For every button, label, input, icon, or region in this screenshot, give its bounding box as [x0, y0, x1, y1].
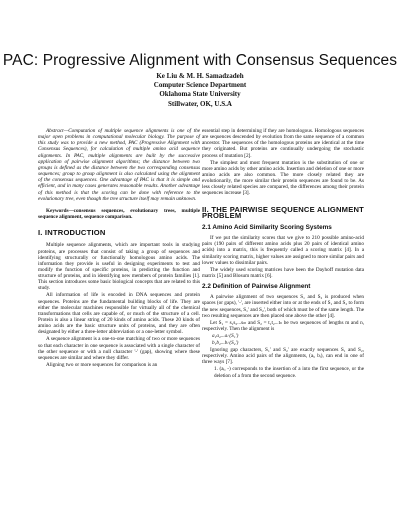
paragraph: All information of life is encoded in DNA sequences and protein sequences. Proteins are the fundamental building blocks of life. They are either the molecular machines responsible for virtually all of the chemical transformations that cells are capable of, or much of the structure of a cell. Protein is also a linear string of 20 kinds of amino acids. These 20 kinds of amino acids are the basic structure units of proteins, and they are often designated by either a three-letter abbreviation or a one-letter symbol.	[38, 292, 200, 336]
paragraph: Ignoring gap characters, S₁' and S₂' are exactly sequences S₁ and S₂, respectively. Amino acid pairs of the alignments, (aᵢ, bᵢ), can end in one of three ways [7].	[202, 347, 364, 366]
section-heading-pairwise: II. THE PAIRWISE SEQUENCE ALIGNMENT PROBLEM	[202, 204, 364, 220]
equation-line: b₁b₂...bₗ (S₂')	[212, 339, 239, 346]
author-university: Oklahoma State University	[159, 90, 241, 99]
right-column	[202, 128, 364, 380]
subsection-heading-definition: 2.2 Definition of Pairwise Alignment	[202, 283, 311, 291]
paragraph: essential step in determining if they are homologous. Homologous sequences are sequences descended by evolution from the same sequence of a common ancestor. The sequences of the homologous proteins are identical at the time they originated. But proteins are continually undergoing the stochastic process of mutation [2].	[202, 128, 364, 159]
author-names: Ke Liu & M. H. Samadzadeh	[156, 72, 244, 80]
paragraph: If we put the similarity scores that we give to 210 possible amino-acid pairs (190 pairs of different amino acids plus 20 pairs of identical amino acids) into a matrix, this is frequently called a scoring matrix [4]. In a similarity scoring matrix, higher values are assigned to more similar pairs and lower values to dissimilar pairs.	[202, 235, 364, 266]
paragraph: Aligning two or more sequences for comparison is an	[46, 361, 158, 368]
left-column	[38, 128, 200, 369]
list-item: 1. (aᵢ, -) corresponds to the insertion of a into the first sequence, or the deletion of a from the second sequence.	[214, 366, 364, 379]
paper-title: PAC: Progressive Alignment with Consensus Sequences	[2, 52, 398, 69]
paragraph: The simplest and most frequent mutation is the substitution of one or more amino acids by other amino acids. Insertion and deletion of one or more amino acids are also common. The more closely related they are evolutionarily, the more similar their protein sequences are found to be. As less closely related species are compared, the differences among their protein sequences increase [3].	[202, 159, 364, 197]
paragraph: Multiple sequence alignments, which are important tools in studying proteins, are processes that consist of taking a group of sequences and identifying structurally or functionally homologous amino acids. The information they provide is useful in designing experiments to test and modify the function of specific proteins, in predicting the function and structure of proteins, and in identifying new members of protein families [1]. This section introduces some basic biological concepts that are related to this study.	[38, 242, 200, 292]
paragraph: Let S₁ = s₁s₂...sₘ and S₂ = t₁t₂...tₙ be two sequences of lengths m and n, respectively. Then the alignment is	[202, 319, 364, 332]
paragraph: A sequence alignment is a one-to-one matching of two or more sequences so that each character in one sequence is associated with a single character of the other sequence or with a null character '-' (gap), showing where these sequences are similar and where they differ.	[38, 336, 200, 361]
subsection-heading-scoring: 2.1 Amino Acid Similarity Scoring Systems	[202, 223, 332, 231]
author-block	[0, 72, 400, 109]
section-heading-introduction: I. INTRODUCTION	[38, 228, 106, 238]
keywords: Keywords—consensus sequences, evolutionary trees, multiple sequence alignment, sequence comparison.	[38, 207, 200, 221]
paragraph: The widely used scoring matrices have been the Dayhoff mutation data matrix [5] and Blosum matrix [6].	[202, 266, 364, 279]
equation-line: a₁a₂...aₗ (S₁')	[212, 332, 239, 339]
abstract	[38, 128, 200, 202]
paragraph: A pairwise alignment of two sequences S₁ and S₂ is produced when spaces (or gaps), '-', are inserted either into or at the ends of S₁ and S₂ to form the new sequences, S₁' and S₂', both of which must be of the same length. The two resulting sequences are then placed one above the other [4].	[202, 294, 364, 319]
author-location: Stillwater, OK, U.S.A	[168, 99, 232, 108]
author-department: Computer Science Department	[153, 81, 247, 90]
abstract-text: Abstract—Computation of multiple sequence alignments is one of the major open problems in computational molecular biology. The purpose of this study was to provide a new method, PAC (Progressive Alignment with Consensus Sequences), for calculation of multiple amino acid sequence alignments. In PAC, multiple alignments are built by the successive application of pairwise alignment algorithms; the distance between two groups is defined as the distance between the two corresponding consensus sequences; group to group alignment is also calculated using the alignment of the consensus sequences. One advantage of PAC is that it is simple and efficient, and in many cases generates reasonable results. Another advantage of this method is that the scoring can be done with reference to the evolutionary tree, even though the tree structure itself may remain unknown.	[38, 128, 200, 202]
